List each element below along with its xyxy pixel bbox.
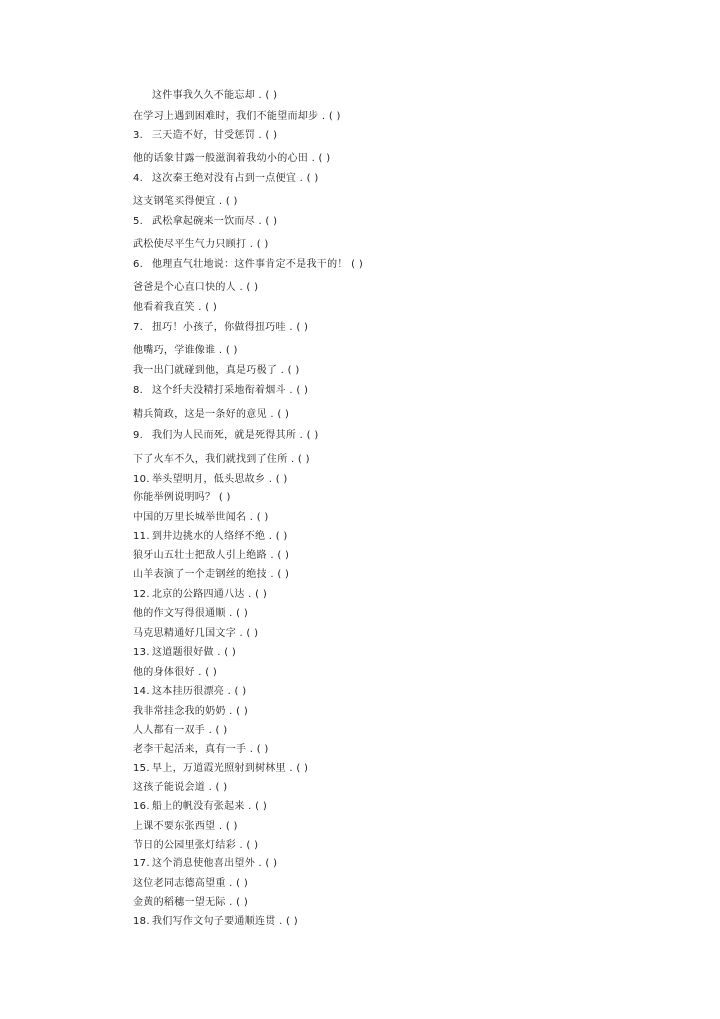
sentence-line <box>133 173 319 185</box>
sentence-text: 人人都有一双手 . ( ) <box>133 725 228 736</box>
sentence-line <box>133 569 289 581</box>
sentence-line <box>133 531 288 543</box>
sentence-line <box>133 153 330 165</box>
sentence-text: 到井边挑水的人络绎不绝 . ( ) <box>152 531 288 542</box>
sentence-text: 在学习上遇到困难时，我们不能望而却步 . ( ) <box>133 111 341 122</box>
sentence-line <box>133 840 258 852</box>
sentence-line <box>133 744 269 756</box>
sentence-text: 北京的公路四通八达 . ( ) <box>152 589 268 600</box>
sentence-line <box>133 454 310 466</box>
sentence-text: 这个消息使他喜出望外 . ( ) <box>152 858 278 869</box>
sentence-text: 这支钢笔买得便宜 . ( ) <box>133 196 238 207</box>
sentence-text: 他的作文写得很通顺 . ( ) <box>133 608 249 619</box>
sentence-line <box>133 302 217 314</box>
item-number: 9. <box>133 430 144 441</box>
item-number: 3. <box>133 130 144 141</box>
sentence-text: 扭巧！小孩子，你做得扭巧哇 . ( ) <box>152 322 309 333</box>
sentence-text: 我们写作文句子要通顺连贯 . ( ) <box>152 916 298 927</box>
sentence-text: 他的话象甘露一般滋润着我幼小的心田 . ( ) <box>133 153 331 164</box>
sentence-text: 马克思精通好几国文字 . ( ) <box>133 628 259 639</box>
sentence-line <box>133 725 227 737</box>
sentence-text: 我非常挂念我的奶奶 . ( ) <box>133 706 249 717</box>
sentence-line <box>133 492 231 504</box>
sentence-line <box>133 667 217 679</box>
sentence-line <box>133 282 258 294</box>
sentence-line <box>133 130 277 142</box>
sentence-text: 老李干起活来，真有一手 . ( ) <box>133 744 269 755</box>
sentence-line <box>133 878 248 890</box>
sentence-line <box>133 801 267 813</box>
item-number: 15. <box>133 763 150 774</box>
sentence-line <box>133 196 238 208</box>
sentence-text: 武松使尽平生气力只顾打 . ( ) <box>133 239 269 250</box>
sentence-line <box>133 589 267 601</box>
sentence-line <box>133 628 258 640</box>
sentence-text: 他嘴巧，学谁像谁 . ( ) <box>133 345 238 356</box>
sentence-line <box>133 409 289 421</box>
sentence-text: 举头望明月，低头思故乡 . ( ) <box>152 474 288 485</box>
sentence-text: 下了火车不久，我们就找到了住所 . ( ) <box>133 454 310 465</box>
sentence-line <box>133 322 308 334</box>
sentence-line <box>133 345 238 357</box>
item-number: 10. <box>133 474 150 485</box>
sentence-text: 船上的帆没有张起来 . ( ) <box>152 801 268 812</box>
sentence-line <box>133 916 298 928</box>
sentence-text: 节日的公园里张灯结彩 . ( ) <box>133 840 259 851</box>
sentence-text: 三天造不好，甘受惩罚 . ( ) <box>152 130 278 141</box>
sentence-line <box>133 239 269 251</box>
sentence-line <box>133 550 289 562</box>
sentence-text: 狼牙山五壮士把敌人引上绝路 . ( ) <box>133 550 290 561</box>
sentence-text: 你能举例说明吗？ ( ) <box>133 492 231 503</box>
sentence-line <box>133 385 308 397</box>
sentence-text: 中国的万里长城举世闻名 . ( ) <box>133 512 269 523</box>
item-number: 5. <box>133 216 144 227</box>
item-number: 7. <box>133 322 144 333</box>
sentence-line <box>133 686 246 698</box>
item-number: 18. <box>133 916 150 927</box>
sentence-text: 这位老同志德高望重 . ( ) <box>133 878 249 889</box>
item-number: 16. <box>133 801 150 812</box>
sentence-text: 山羊表演了一个走钢丝的绝技 . ( ) <box>133 569 290 580</box>
sentence-text: 他理直气壮地说：这件事肯定不是我干的！ ( ) <box>152 259 364 270</box>
sentence-line <box>133 111 341 123</box>
item-number: 6. <box>133 259 144 270</box>
sentence-text: 这件事我久久不能忘却 . ( ) <box>152 90 278 101</box>
item-number: 17. <box>133 858 150 869</box>
sentence-text: 爸爸是个心直口快的人 . ( ) <box>133 282 259 293</box>
sentence-line <box>133 90 277 102</box>
item-number: 14. <box>133 686 150 697</box>
sentence-line <box>133 897 248 909</box>
sentence-text: 他看着我直笑 . ( ) <box>133 302 218 313</box>
sentence-text: 精兵简政，这是一条好的意见 . ( ) <box>133 409 290 420</box>
sentence-line <box>133 365 300 377</box>
sentence-line <box>133 821 238 833</box>
sentence-line <box>133 706 248 718</box>
sentence-line <box>133 474 288 486</box>
sentence-line <box>133 512 269 524</box>
sentence-line <box>133 782 227 794</box>
sentence-text: 武松拿起碗来一饮而尽 . ( ) <box>152 216 278 227</box>
sentence-text: 这道题很好做 . ( ) <box>152 647 237 658</box>
sentence-text: 金黄的稻穗一望无际 . ( ) <box>133 897 249 908</box>
sentence-text: 这次秦王绝对没有占到一点便宜 . ( ) <box>152 173 319 184</box>
sentence-text: 这个纤夫没精打采地衔着烟斗 . ( ) <box>152 385 309 396</box>
item-number: 13. <box>133 647 150 658</box>
sentence-text: 我们为人民而死，就是死得其所 . ( ) <box>152 430 319 441</box>
sentence-text: 这本挂历很漂亮 . ( ) <box>152 686 247 697</box>
sentence-line <box>133 647 236 659</box>
sentence-line <box>133 259 363 271</box>
sentence-text: 上课不要东张西望 . ( ) <box>133 821 238 832</box>
item-number: 8. <box>133 385 144 396</box>
sentence-line <box>133 763 308 775</box>
sentence-line <box>133 430 319 442</box>
sentence-line <box>133 858 277 870</box>
sentence-line <box>133 608 248 620</box>
sentence-text: 这孩子能说会道 . ( ) <box>133 782 228 793</box>
item-number: 11. <box>133 531 150 542</box>
item-number: 12. <box>133 589 150 600</box>
item-number: 4. <box>133 173 144 184</box>
sentence-text: 他的身体很好 . ( ) <box>133 667 218 678</box>
sentence-text: 我一出门就碰到他，真是巧极了 . ( ) <box>133 365 300 376</box>
sentence-line <box>133 216 277 228</box>
sentence-text: 早上，万道霞光照射到树林里 . ( ) <box>152 763 309 774</box>
